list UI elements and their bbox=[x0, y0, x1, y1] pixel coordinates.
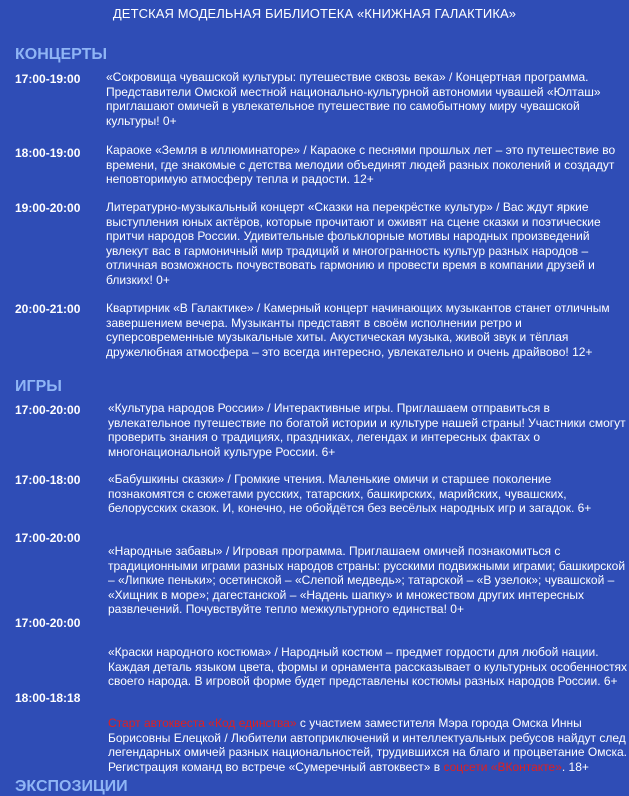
event-time: 17:00-20:00 bbox=[15, 403, 81, 417]
event-time: 18:00-18:18 bbox=[15, 691, 81, 705]
event-time: 17:00-18:00 bbox=[15, 473, 81, 487]
event-description: Литературно-музыкальный концерт «Сказки на перекрёстке культур» / Вас ждут яркие выступления юных актёров, которые прочитают и оживят на сцене сказки и поэтические притчи народов России. Удивительные фольклорные мотивы народных произведений увлекут вас в гармоничный мир традиций и многогранность культур разных народов – отличная возможность почувствовать гармонию и провести время в компании друзей и близких! 0+ bbox=[106, 200, 601, 287]
page-title: ДЕТСКАЯ МОДЕЛЬНАЯ БИБЛИОТЕКА «КНИЖНАЯ ГАЛАКТИКА» bbox=[112, 6, 517, 21]
section-heading-games: ИГРЫ bbox=[15, 378, 62, 395]
event-description: «Культура народов России» / Интерактивные игры. Приглашаем отправиться в увлекательное путешествие по богатой истории и культуре нашей страны! Участники смогут проверить знания о традициях, праздниках, легендах и интересных фактах о многонациональной культуре России. 6+ bbox=[108, 401, 626, 459]
event-description: «Бабушкины сказки» / Громкие чтения. Маленькие омичи и старшее поколение познакомятся с сюжетами русских, татарских, башкирских, марийских, чувашских, белорусских сказок. И, конечно, не обойдётся без весёлых народных игр и загадок. 6+ bbox=[108, 472, 592, 516]
event-time: 17:00-20:00 bbox=[15, 531, 81, 545]
event-description bbox=[108, 716, 628, 774]
event-time: 17:00-20:00 bbox=[15, 616, 81, 630]
event-description: Караоке «Земля в иллюминаторе» / Караоке с песнями прошлых лет – это путешествие во времени, где знакомые с детства мелодии объединят людей разных поколений и создадут неповторимую атмосферу тепла и радости. 12+ bbox=[106, 143, 616, 187]
section-heading-concerts: КОНЦЕРТЫ bbox=[15, 46, 108, 63]
event-description: «Сокровища чувашской культуры: путешествие сквозь века» / Концертная программа. Представители Омской местной национально-культурной автономии чувашей «Юлташ» приглашают омичей в увлекательное путешествие по самобытному миру чувашской культуры! 0+ bbox=[106, 70, 601, 128]
event-time: 20:00-21:00 bbox=[15, 302, 81, 316]
event-time: 17:00-19:00 bbox=[15, 72, 81, 86]
event-description: Квартирник «В Галактике» / Камерный концерт начинающих музыкантов станет отличным завершением вечера. Музыканты представят в своём исполнении ретро и суперсовременные музыкальные хиты. Акустическая музыка, живой звук и тёплая дружелюбная атмосфера – это всегда интересно, увлекательно и очень драйвово! 12+ bbox=[106, 301, 610, 359]
autoquest-link[interactable]: Старт автоквеста «Код единства» bbox=[108, 716, 297, 730]
event-description: «Краски народного костюма» / Народный костюм – предмет гордости для любой нации. Каждая деталь языком цвета, формы и орнамента рассказывает о культурных особенностях своего народа. В игровой форме будет представлены костюмы разных народов России. 6+ bbox=[108, 645, 628, 689]
event-text: . 18+ bbox=[561, 759, 589, 774]
event-time: 19:00-20:00 bbox=[15, 201, 81, 215]
vkontakte-link[interactable]: соцсети «ВКонтакте» bbox=[443, 759, 562, 774]
event-description: «Народные забавы» / Игровая программа. Приглашаем омичей познакомиться с традиционными играми разных народов страны: русскими подвижными играми; башкирской – «Липкие пеньки»; осетинской – «Слепой медведь»; татарской – «В узелок»; чувашской – «Хищник в море»; дагестанской – «Надень шапку» и множеством других интересных развлечений. Почувствуйте тепло межкультурного единства! 0+ bbox=[108, 544, 626, 617]
section-heading-expositions: ЭКСПОЗИЦИИ bbox=[15, 778, 128, 795]
event-text: с участием заместителя Мэра города Омска Инны Борисовны Елецкой / Любители автоприключений и интеллектуальных ребусов найдут след легендарных омичей разных национальностей, трудившихся на благо и процветание Омска. Регистрация команд во встрече «Сумеречный автоквест» в bbox=[108, 716, 627, 774]
event-time: 18:00-19:00 bbox=[15, 146, 81, 160]
